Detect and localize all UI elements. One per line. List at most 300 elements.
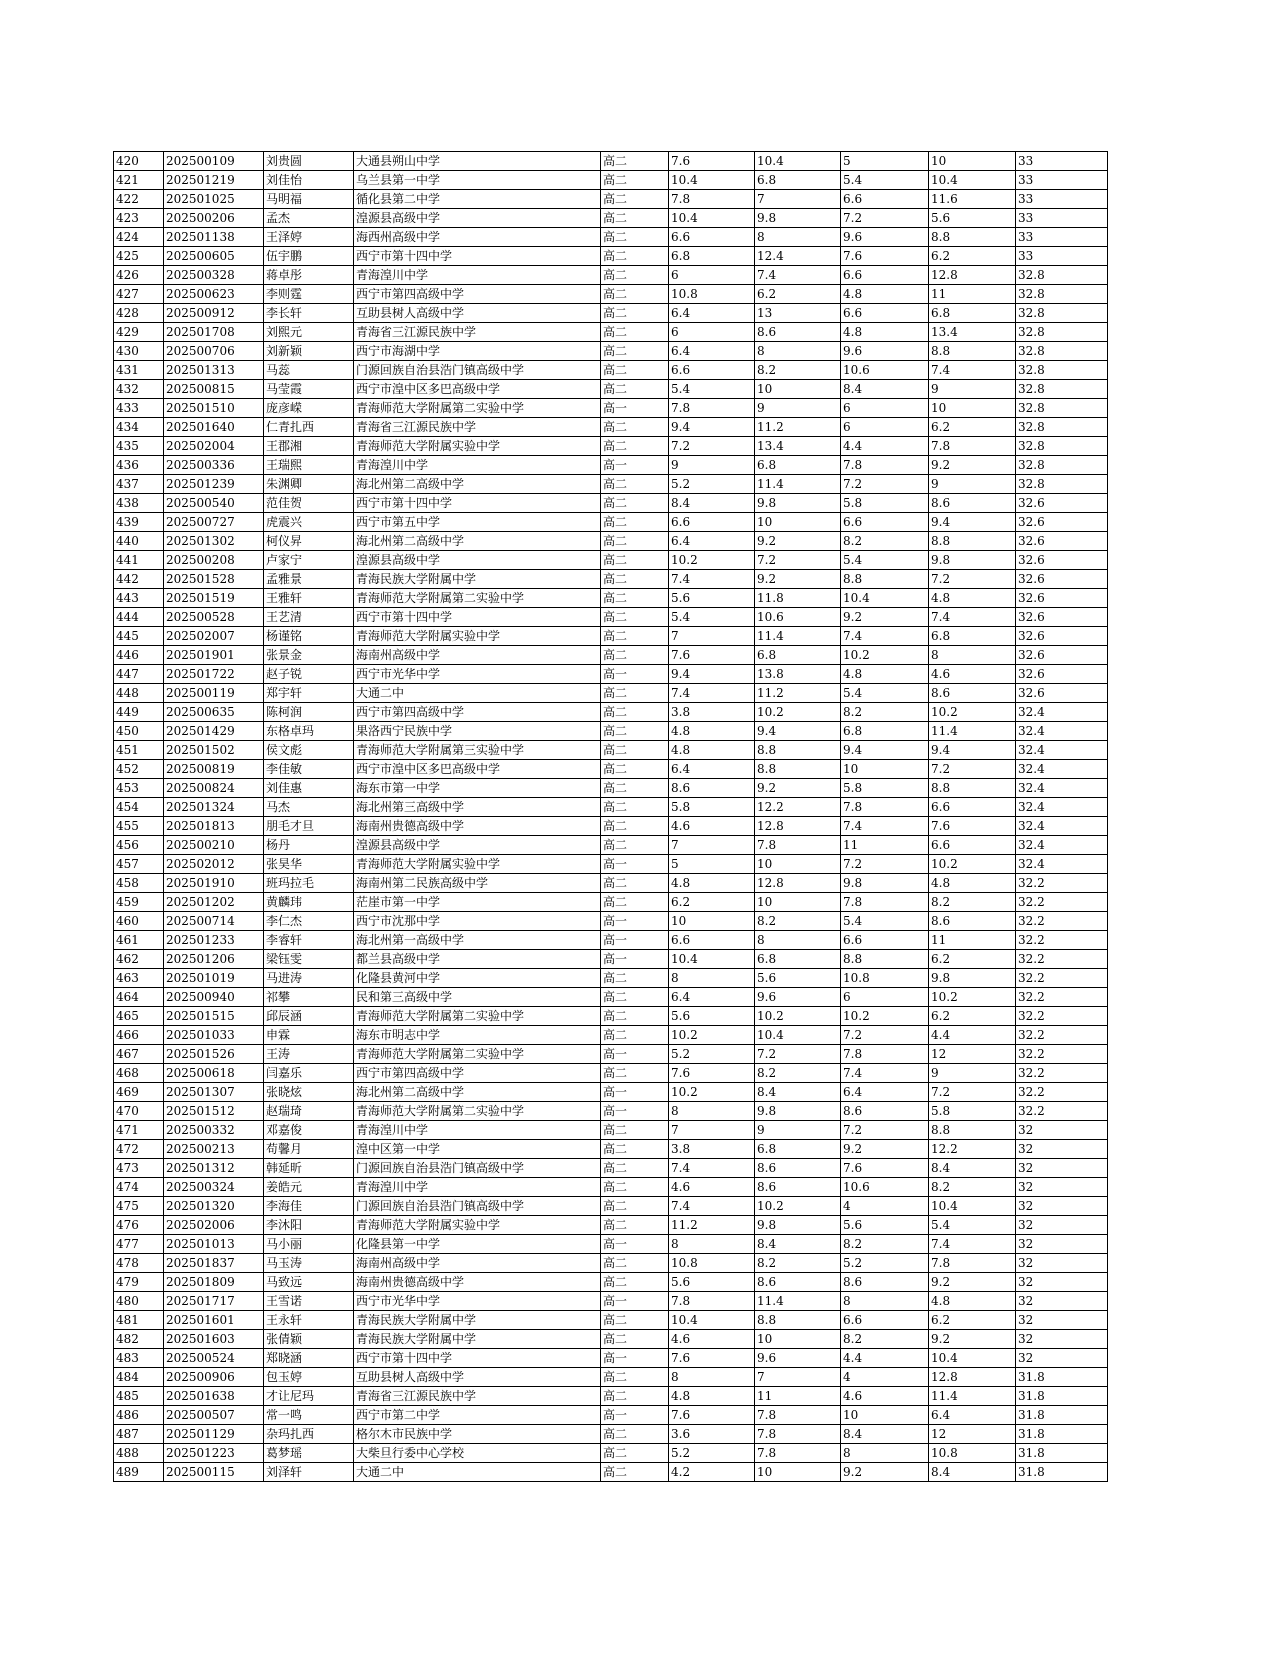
rank-cell: 487 [114, 1425, 164, 1444]
score1-cell: 6.6 [669, 931, 755, 950]
score3-cell: 7.2 [841, 209, 929, 228]
id-cell: 202500815 [164, 380, 264, 399]
table-row [114, 1254, 1108, 1273]
total-cell: 32.2 [1016, 950, 1108, 969]
score2-cell: 10 [755, 855, 841, 874]
school-cell: 湟源县高级中学 [354, 836, 601, 855]
school-cell: 湟源县高级中学 [354, 551, 601, 570]
name-cell: 仁青扎西 [264, 418, 354, 437]
name-cell: 王涛 [264, 1045, 354, 1064]
score2-cell: 8 [755, 342, 841, 361]
score3-cell: 8.6 [841, 1273, 929, 1292]
score1-cell: 8 [669, 1368, 755, 1387]
score3-cell: 7.8 [841, 1045, 929, 1064]
total-cell: 32.2 [1016, 988, 1108, 1007]
grade-cell: 高二 [601, 703, 669, 722]
grade-cell: 高一 [601, 1292, 669, 1311]
school-cell: 化隆县第一中学 [354, 1235, 601, 1254]
rank-cell: 486 [114, 1406, 164, 1425]
id-cell: 202500714 [164, 912, 264, 931]
table-row [114, 1368, 1108, 1387]
school-cell: 西宁市光华中学 [354, 665, 601, 684]
school-cell: 西宁市第十四中学 [354, 494, 601, 513]
name-cell: 朱渊卿 [264, 475, 354, 494]
score2-cell: 13 [755, 304, 841, 323]
rank-cell: 459 [114, 893, 164, 912]
id-cell: 202501722 [164, 665, 264, 684]
id-cell: 202501033 [164, 1026, 264, 1045]
id-cell: 202501129 [164, 1425, 264, 1444]
school-cell: 海西州高级中学 [354, 228, 601, 247]
score-table-body [114, 152, 1108, 1482]
total-cell: 32.6 [1016, 513, 1108, 532]
table-row [114, 1444, 1108, 1463]
total-cell: 32.6 [1016, 551, 1108, 570]
grade-cell: 高二 [601, 1463, 669, 1482]
score1-cell: 5.4 [669, 608, 755, 627]
score4-cell: 6.2 [929, 418, 1016, 437]
school-cell: 大通二中 [354, 684, 601, 703]
total-cell: 32 [1016, 1121, 1108, 1140]
id-cell: 202501512 [164, 1102, 264, 1121]
name-cell: 李沐阳 [264, 1216, 354, 1235]
total-cell: 33 [1016, 228, 1108, 247]
id-cell: 202501640 [164, 418, 264, 437]
score4-cell: 8.8 [929, 779, 1016, 798]
score4-cell: 10.8 [929, 1444, 1016, 1463]
score3-cell: 8.2 [841, 1330, 929, 1349]
total-cell: 32.4 [1016, 817, 1108, 836]
grade-cell: 高二 [601, 817, 669, 836]
total-cell: 32 [1016, 1349, 1108, 1368]
score4-cell: 4.8 [929, 1292, 1016, 1311]
score4-cell: 6.2 [929, 1007, 1016, 1026]
rank-cell: 489 [114, 1463, 164, 1482]
school-cell: 青海师范大学附属实验中学 [354, 855, 601, 874]
score1-cell: 7.8 [669, 190, 755, 209]
score1-cell: 7.6 [669, 646, 755, 665]
grade-cell: 高一 [601, 912, 669, 931]
total-cell: 32 [1016, 1273, 1108, 1292]
score3-cell: 6 [841, 988, 929, 1007]
score4-cell: 9.4 [929, 513, 1016, 532]
score1-cell: 5.2 [669, 1444, 755, 1463]
score4-cell: 11 [929, 931, 1016, 950]
total-cell: 32.8 [1016, 285, 1108, 304]
total-cell: 32 [1016, 1140, 1108, 1159]
score3-cell: 10 [841, 760, 929, 779]
grade-cell: 高二 [601, 1330, 669, 1349]
score3-cell: 6.6 [841, 190, 929, 209]
name-cell: 虎震兴 [264, 513, 354, 532]
id-cell: 202501202 [164, 893, 264, 912]
score1-cell: 7.4 [669, 570, 755, 589]
total-cell: 31.8 [1016, 1406, 1108, 1425]
total-cell: 32 [1016, 1292, 1108, 1311]
id-cell: 202500210 [164, 836, 264, 855]
grade-cell: 高二 [601, 741, 669, 760]
score4-cell: 11.6 [929, 190, 1016, 209]
name-cell: 李佳敏 [264, 760, 354, 779]
grade-cell: 高二 [601, 323, 669, 342]
score3-cell: 11 [841, 836, 929, 855]
table-row [114, 1311, 1108, 1330]
name-cell: 姜皓元 [264, 1178, 354, 1197]
id-cell: 202500635 [164, 703, 264, 722]
total-cell: 32.8 [1016, 399, 1108, 418]
score1-cell: 8 [669, 969, 755, 988]
score1-cell: 6.4 [669, 532, 755, 551]
total-cell: 31.8 [1016, 1368, 1108, 1387]
total-cell: 33 [1016, 152, 1108, 171]
name-cell: 马致远 [264, 1273, 354, 1292]
score3-cell: 8.4 [841, 380, 929, 399]
total-cell: 32.2 [1016, 1026, 1108, 1045]
score3-cell: 10.2 [841, 1007, 929, 1026]
name-cell: 张昊华 [264, 855, 354, 874]
school-cell: 互助县树人高级中学 [354, 304, 601, 323]
name-cell: 邱辰涵 [264, 1007, 354, 1026]
grade-cell: 高二 [601, 1197, 669, 1216]
rank-cell: 482 [114, 1330, 164, 1349]
score4-cell: 9.2 [929, 1330, 1016, 1349]
score2-cell: 11.4 [755, 1292, 841, 1311]
total-cell: 32.2 [1016, 1064, 1108, 1083]
school-cell: 海北州第三高级中学 [354, 798, 601, 817]
score1-cell: 6 [669, 266, 755, 285]
rank-cell: 456 [114, 836, 164, 855]
score2-cell: 6.8 [755, 950, 841, 969]
score2-cell: 10 [755, 380, 841, 399]
id-cell: 202500824 [164, 779, 264, 798]
score1-cell: 4.8 [669, 1387, 755, 1406]
score3-cell: 9.6 [841, 228, 929, 247]
grade-cell: 高二 [601, 1216, 669, 1235]
score2-cell: 7 [755, 1368, 841, 1387]
rank-cell: 441 [114, 551, 164, 570]
score3-cell: 7.8 [841, 893, 929, 912]
school-cell: 互助县树人高级中学 [354, 1368, 601, 1387]
score4-cell: 8.4 [929, 1159, 1016, 1178]
name-cell: 马杰 [264, 798, 354, 817]
score1-cell: 6.4 [669, 304, 755, 323]
id-cell: 202501013 [164, 1235, 264, 1254]
school-cell: 西宁市第四高级中学 [354, 703, 601, 722]
score2-cell: 10.2 [755, 703, 841, 722]
grade-cell: 高一 [601, 931, 669, 950]
table-row [114, 304, 1108, 323]
score3-cell: 7.2 [841, 1026, 929, 1045]
score2-cell: 9.2 [755, 532, 841, 551]
table-row [114, 342, 1108, 361]
score2-cell: 6.8 [755, 456, 841, 475]
grade-cell: 高二 [601, 1311, 669, 1330]
table-row [114, 1406, 1108, 1425]
rank-cell: 431 [114, 361, 164, 380]
score1-cell: 4.6 [669, 817, 755, 836]
id-cell: 202500213 [164, 1140, 264, 1159]
name-cell: 王艺清 [264, 608, 354, 627]
rank-cell: 474 [114, 1178, 164, 1197]
name-cell: 韩延昕 [264, 1159, 354, 1178]
grade-cell: 高二 [601, 722, 669, 741]
score2-cell: 8.4 [755, 1235, 841, 1254]
score3-cell: 9.8 [841, 874, 929, 893]
name-cell: 张晓炫 [264, 1083, 354, 1102]
rank-cell: 445 [114, 627, 164, 646]
score2-cell: 7.2 [755, 551, 841, 570]
total-cell: 32.6 [1016, 494, 1108, 513]
name-cell: 孟杰 [264, 209, 354, 228]
score4-cell: 7.8 [929, 1254, 1016, 1273]
rank-cell: 424 [114, 228, 164, 247]
school-cell: 青海师范大学附属第三实验中学 [354, 741, 601, 760]
score1-cell: 7.6 [669, 1064, 755, 1083]
table-row [114, 1007, 1108, 1026]
id-cell: 202501717 [164, 1292, 264, 1311]
score1-cell: 8 [669, 1235, 755, 1254]
name-cell: 陈柯润 [264, 703, 354, 722]
score3-cell: 9.2 [841, 608, 929, 627]
score3-cell: 8.6 [841, 1102, 929, 1121]
score3-cell: 9.2 [841, 1140, 929, 1159]
total-cell: 31.8 [1016, 1387, 1108, 1406]
school-cell: 湟源县高级中学 [354, 209, 601, 228]
score3-cell: 7.6 [841, 247, 929, 266]
score2-cell: 9.8 [755, 1216, 841, 1235]
grade-cell: 高二 [601, 228, 669, 247]
rank-cell: 452 [114, 760, 164, 779]
score1-cell: 10.4 [669, 1311, 755, 1330]
score1-cell: 5.8 [669, 798, 755, 817]
score3-cell: 9.2 [841, 1463, 929, 1482]
name-cell: 郑宇轩 [264, 684, 354, 703]
grade-cell: 高二 [601, 532, 669, 551]
grade-cell: 高二 [601, 893, 669, 912]
school-cell: 青海湟川中学 [354, 1178, 601, 1197]
score3-cell: 4.8 [841, 285, 929, 304]
id-cell: 202500507 [164, 1406, 264, 1425]
table-row [114, 1425, 1108, 1444]
score2-cell: 8.8 [755, 741, 841, 760]
table-row [114, 418, 1108, 437]
name-cell: 刘佳怡 [264, 171, 354, 190]
total-cell: 32.6 [1016, 627, 1108, 646]
table-row [114, 988, 1108, 1007]
total-cell: 32 [1016, 1235, 1108, 1254]
school-cell: 西宁市湟中区多巴高级中学 [354, 380, 601, 399]
rank-cell: 483 [114, 1349, 164, 1368]
total-cell: 32.8 [1016, 323, 1108, 342]
grade-cell: 高二 [601, 171, 669, 190]
table-row [114, 1292, 1108, 1311]
score3-cell: 7.4 [841, 1064, 929, 1083]
score4-cell: 8.6 [929, 494, 1016, 513]
score4-cell: 8.2 [929, 1178, 1016, 1197]
grade-cell: 高二 [601, 1368, 669, 1387]
score2-cell: 8.6 [755, 1159, 841, 1178]
school-cell: 西宁市海湖中学 [354, 342, 601, 361]
score3-cell: 8 [841, 1292, 929, 1311]
rank-cell: 426 [114, 266, 164, 285]
name-cell: 郑晓涵 [264, 1349, 354, 1368]
id-cell: 202501206 [164, 950, 264, 969]
name-cell: 才让尼玛 [264, 1387, 354, 1406]
school-cell: 青海师范大学附属实验中学 [354, 627, 601, 646]
name-cell: 杨谨铭 [264, 627, 354, 646]
score1-cell: 7.8 [669, 399, 755, 418]
score1-cell: 3.8 [669, 703, 755, 722]
total-cell: 32.6 [1016, 684, 1108, 703]
grade-cell: 高一 [601, 1102, 669, 1121]
total-cell: 32.2 [1016, 912, 1108, 931]
score2-cell: 10.4 [755, 152, 841, 171]
score4-cell: 11.4 [929, 722, 1016, 741]
score2-cell: 8.8 [755, 760, 841, 779]
id-cell: 202500206 [164, 209, 264, 228]
name-cell: 苟馨月 [264, 1140, 354, 1159]
grade-cell: 高二 [601, 988, 669, 1007]
score2-cell: 11.4 [755, 475, 841, 494]
score2-cell: 12.4 [755, 247, 841, 266]
name-cell: 李则霆 [264, 285, 354, 304]
id-cell: 202501324 [164, 798, 264, 817]
rank-cell: 470 [114, 1102, 164, 1121]
total-cell: 31.8 [1016, 1425, 1108, 1444]
score4-cell: 8.6 [929, 912, 1016, 931]
school-cell: 果洛西宁民族中学 [354, 722, 601, 741]
score3-cell: 6.8 [841, 722, 929, 741]
table-row [114, 760, 1108, 779]
school-cell: 门源回族自治县浩门镇高级中学 [354, 1197, 601, 1216]
score1-cell: 9.4 [669, 418, 755, 437]
total-cell: 32.8 [1016, 304, 1108, 323]
table-row [114, 1349, 1108, 1368]
score4-cell: 9.8 [929, 969, 1016, 988]
score2-cell: 10 [755, 1463, 841, 1482]
score4-cell: 6.6 [929, 836, 1016, 855]
name-cell: 常一鸣 [264, 1406, 354, 1425]
grade-cell: 高一 [601, 1406, 669, 1425]
total-cell: 32 [1016, 1178, 1108, 1197]
grade-cell: 高二 [601, 969, 669, 988]
grade-cell: 高二 [601, 494, 669, 513]
score3-cell: 7.2 [841, 1121, 929, 1140]
school-cell: 西宁市沈那中学 [354, 912, 601, 931]
id-cell: 202502007 [164, 627, 264, 646]
score4-cell: 8.4 [929, 1463, 1016, 1482]
school-cell: 西宁市第四高级中学 [354, 1064, 601, 1083]
score1-cell: 8.6 [669, 779, 755, 798]
table-row [114, 532, 1108, 551]
rank-cell: 438 [114, 494, 164, 513]
table-row [114, 1121, 1108, 1140]
score2-cell: 8.4 [755, 1083, 841, 1102]
total-cell: 32.8 [1016, 456, 1108, 475]
total-cell: 32.8 [1016, 380, 1108, 399]
name-cell: 张景金 [264, 646, 354, 665]
id-cell: 202501138 [164, 228, 264, 247]
grade-cell: 高二 [601, 627, 669, 646]
total-cell: 32.4 [1016, 836, 1108, 855]
id-cell: 202501302 [164, 532, 264, 551]
score1-cell: 10.4 [669, 950, 755, 969]
score1-cell: 5.6 [669, 589, 755, 608]
total-cell: 32.6 [1016, 589, 1108, 608]
table-row [114, 855, 1108, 874]
id-cell: 202500540 [164, 494, 264, 513]
rank-cell: 479 [114, 1273, 164, 1292]
score1-cell: 10.2 [669, 1026, 755, 1045]
school-cell: 海南州高级中学 [354, 646, 601, 665]
score4-cell: 10 [929, 152, 1016, 171]
rank-cell: 485 [114, 1387, 164, 1406]
score2-cell: 7.8 [755, 1425, 841, 1444]
school-cell: 西宁市第五中学 [354, 513, 601, 532]
table-row [114, 266, 1108, 285]
score4-cell: 8 [929, 646, 1016, 665]
rank-cell: 436 [114, 456, 164, 475]
total-cell: 32.2 [1016, 874, 1108, 893]
rank-cell: 475 [114, 1197, 164, 1216]
school-cell: 青海师范大学附属第二实验中学 [354, 1102, 601, 1121]
rank-cell: 451 [114, 741, 164, 760]
rank-cell: 484 [114, 1368, 164, 1387]
school-cell: 大通县朔山中学 [354, 152, 601, 171]
name-cell: 赵子锐 [264, 665, 354, 684]
school-cell: 海东市第一中学 [354, 779, 601, 798]
table-row [114, 513, 1108, 532]
name-cell: 王瑞熙 [264, 456, 354, 475]
grade-cell: 高二 [601, 1273, 669, 1292]
score2-cell: 6.8 [755, 646, 841, 665]
score2-cell: 7.8 [755, 1406, 841, 1425]
score1-cell: 4.6 [669, 1178, 755, 1197]
school-cell: 湟中区第一中学 [354, 1140, 601, 1159]
rank-cell: 447 [114, 665, 164, 684]
rank-cell: 478 [114, 1254, 164, 1273]
score4-cell: 6.8 [929, 304, 1016, 323]
total-cell: 32.8 [1016, 418, 1108, 437]
score1-cell: 9 [669, 456, 755, 475]
total-cell: 32 [1016, 1159, 1108, 1178]
total-cell: 32 [1016, 1330, 1108, 1349]
grade-cell: 高一 [601, 1235, 669, 1254]
score1-cell: 10.8 [669, 1254, 755, 1273]
total-cell: 32.4 [1016, 779, 1108, 798]
total-cell: 32.2 [1016, 931, 1108, 950]
id-cell: 202501708 [164, 323, 264, 342]
rank-cell: 425 [114, 247, 164, 266]
score4-cell: 10.4 [929, 1349, 1016, 1368]
score4-cell: 6.2 [929, 247, 1016, 266]
score3-cell: 10.6 [841, 1178, 929, 1197]
id-cell: 202500605 [164, 247, 264, 266]
score2-cell: 7.8 [755, 1444, 841, 1463]
score3-cell: 5.8 [841, 494, 929, 513]
score2-cell: 9.2 [755, 570, 841, 589]
score3-cell: 10.6 [841, 361, 929, 380]
rank-cell: 429 [114, 323, 164, 342]
score3-cell: 7.2 [841, 475, 929, 494]
rank-cell: 427 [114, 285, 164, 304]
school-cell: 青海省三江源民族中学 [354, 323, 601, 342]
school-cell: 循化县第二中学 [354, 190, 601, 209]
score3-cell: 8.4 [841, 1425, 929, 1444]
score4-cell: 7.2 [929, 570, 1016, 589]
school-cell: 海南州高级中学 [354, 1254, 601, 1273]
score3-cell: 7.2 [841, 855, 929, 874]
